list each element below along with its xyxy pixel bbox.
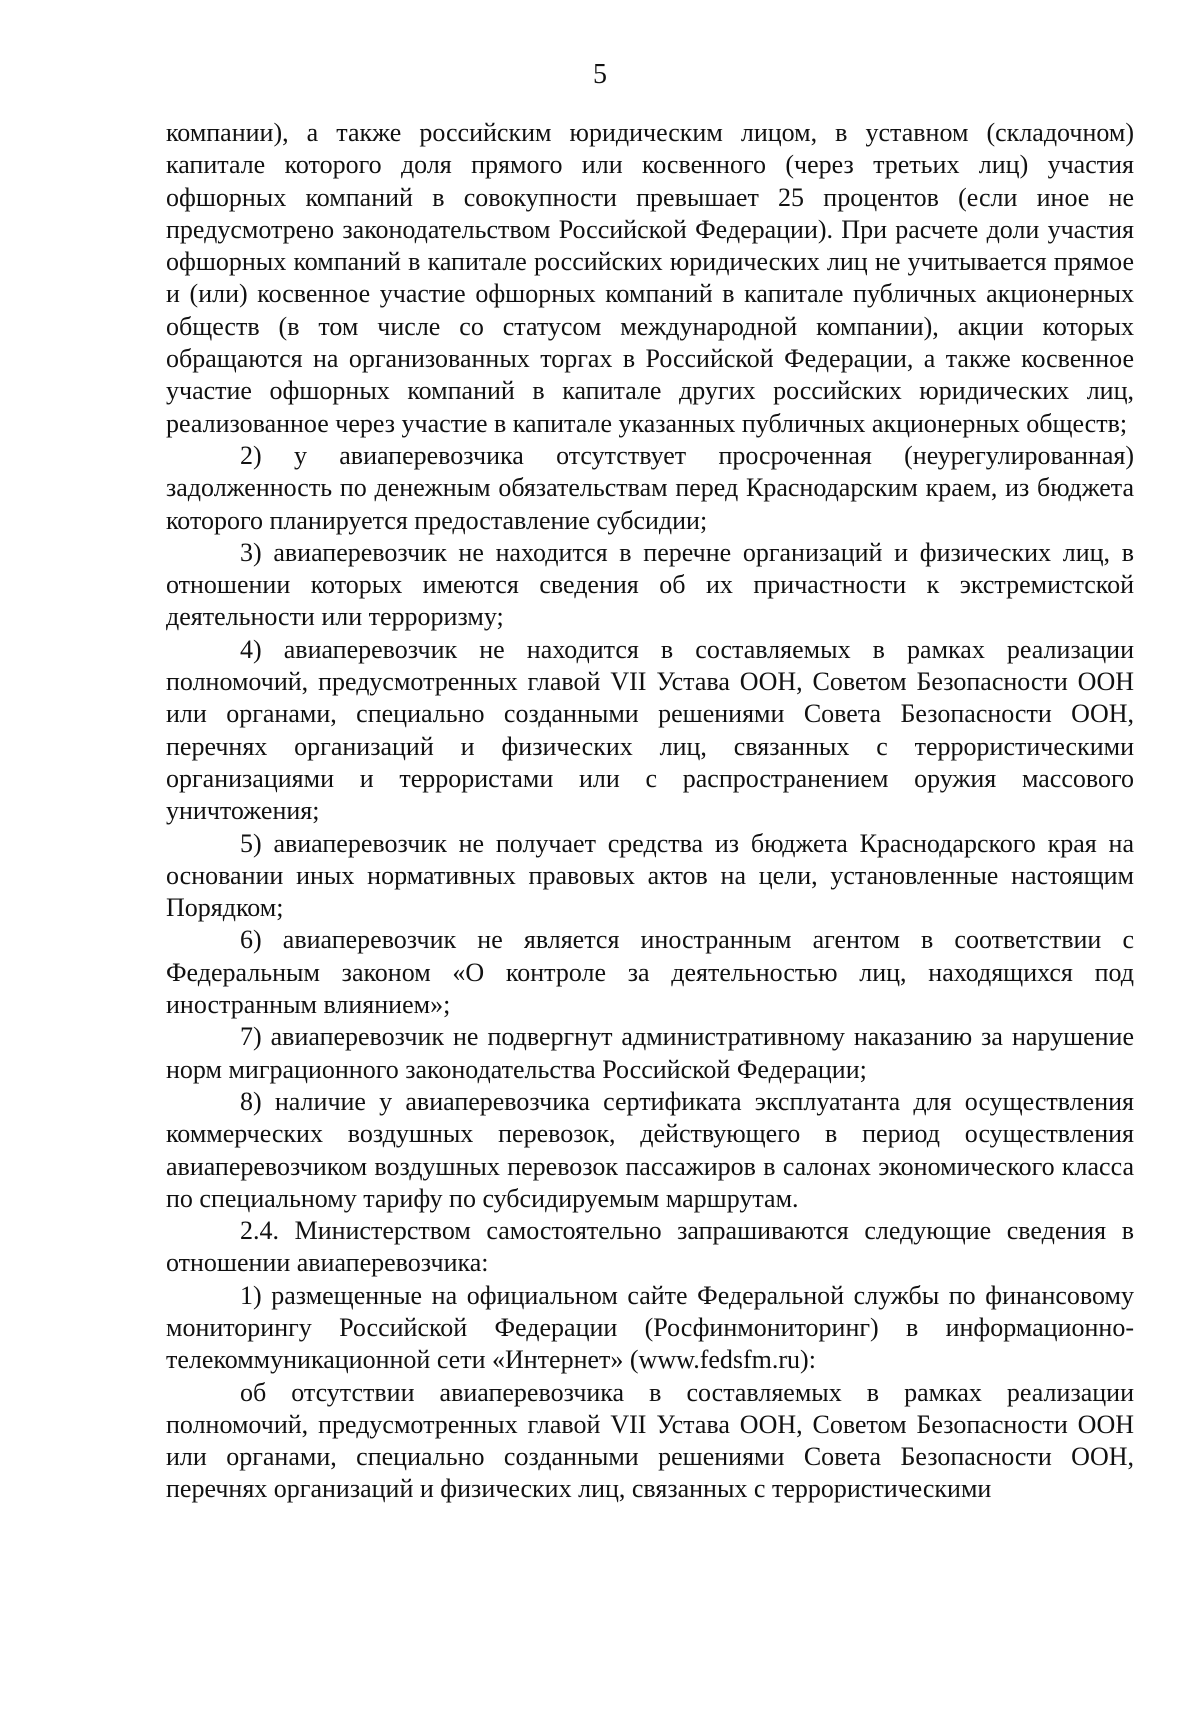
paragraph-item-7-migration: 7) авиаперевозчик не подвергнут административному наказанию за нарушение норм миграционного законодательства Российской Федерации;	[166, 1022, 1134, 1084]
paragraph-item-2-no-debt: 2) у авиаперевозчика отсутствует просроченная (неурегулированная) задолженность по денежным обязательствам перед Краснодарским краем, из бюджета которого планируется предоставление субсидии;	[166, 440, 1134, 535]
paragraph-item-5-no-other-funds: 5) авиаперевозчик не получает средства из бюджета Краснодарского края на основании иных нормативных правовых актов на цели, установленные настоящим Порядком;	[166, 828, 1134, 923]
paragraph-item-4-un-lists: 4) авиаперевозчик не находится в составляемых в рамках реализации полномочий, предусмотренных главой VII Устава ООН, Советом Безопасности ООН или органами, специально созданными решениями Совета Безопасности ООН, перечнях организаций и физических лиц, связанных с террористическими организациями и террористами или с распространением оружия массового уничтожения;	[166, 634, 1134, 826]
paragraph-rosfinmonitoring: 1) размещенные на официальном сайте Федеральной службы по финансовому мониторингу Российской Федерации (Росфинмониторинг) в информационно-телекоммуникационной сети «Интернет» (www.fedsfm.ru):	[166, 1280, 1134, 1375]
paragraph-item-8-certificate: 8) наличие у авиаперевозчика сертификата эксплуатанта для осуществления коммерческих воздушных перевозок, действующего в период осуществления авиаперевозчиком воздушных перевозок пассажиров в салонах экономического класса по специальному тарифу по субсидируемым маршрутам.	[166, 1086, 1134, 1213]
paragraph-item-3-extremism-list: 3) авиаперевозчик не находится в перечне организаций и физических лиц, в отношении которых имеются сведения об их причастности к экстремистской деятельности или терроризму;	[166, 537, 1134, 632]
paragraph-item-6-foreign-agent: 6) авиаперевозчик не является иностранным агентом в соответствии с Федеральным законом «О контроле за деятельностью лиц, находящихся под иностранным влиянием»;	[166, 925, 1134, 1020]
paragraph-absence-in-lists: об отсутствии авиаперевозчика в составляемых в рамках реализации полномочий, предусмотренных главой VII Устава ООН, Советом Безопасности ООН или органами, специально созданными решениями Совета Безопасности ООН, перечнях организаций и физических лиц, связанных с террористическими	[166, 1377, 1134, 1504]
paragraph-2-4-ministry-requests: 2.4. Министерством самостоятельно запрашиваются следующие сведения в отношении авиаперевозчика:	[166, 1216, 1134, 1278]
document-body	[166, 117, 1134, 1506]
paragraph-offshore-participation: компании), а также российским юридическим лицом, в уставном (складочном) капитале которого доля прямого или косвенного (через третьих лиц) участия офшорных компаний в совокупности превышает 25 процентов (если иное не предусмотрено законодательством Российской Федерации). При расчете доли участия офшорных компаний в капитале российских юридических лиц не учитывается прямое и (или) косвенное участие офшорных компаний в капитале публичных акционерных обществ (в том числе со статусом международной компании), акции которых обращаются на организованных торгах в Российской Федерации, а также косвенное участие офшорных компаний в капитале других российских юридических лиц, реализованное через участие в капитале указанных публичных акционерных обществ;	[166, 118, 1134, 438]
page-number: 5	[593, 59, 607, 90]
